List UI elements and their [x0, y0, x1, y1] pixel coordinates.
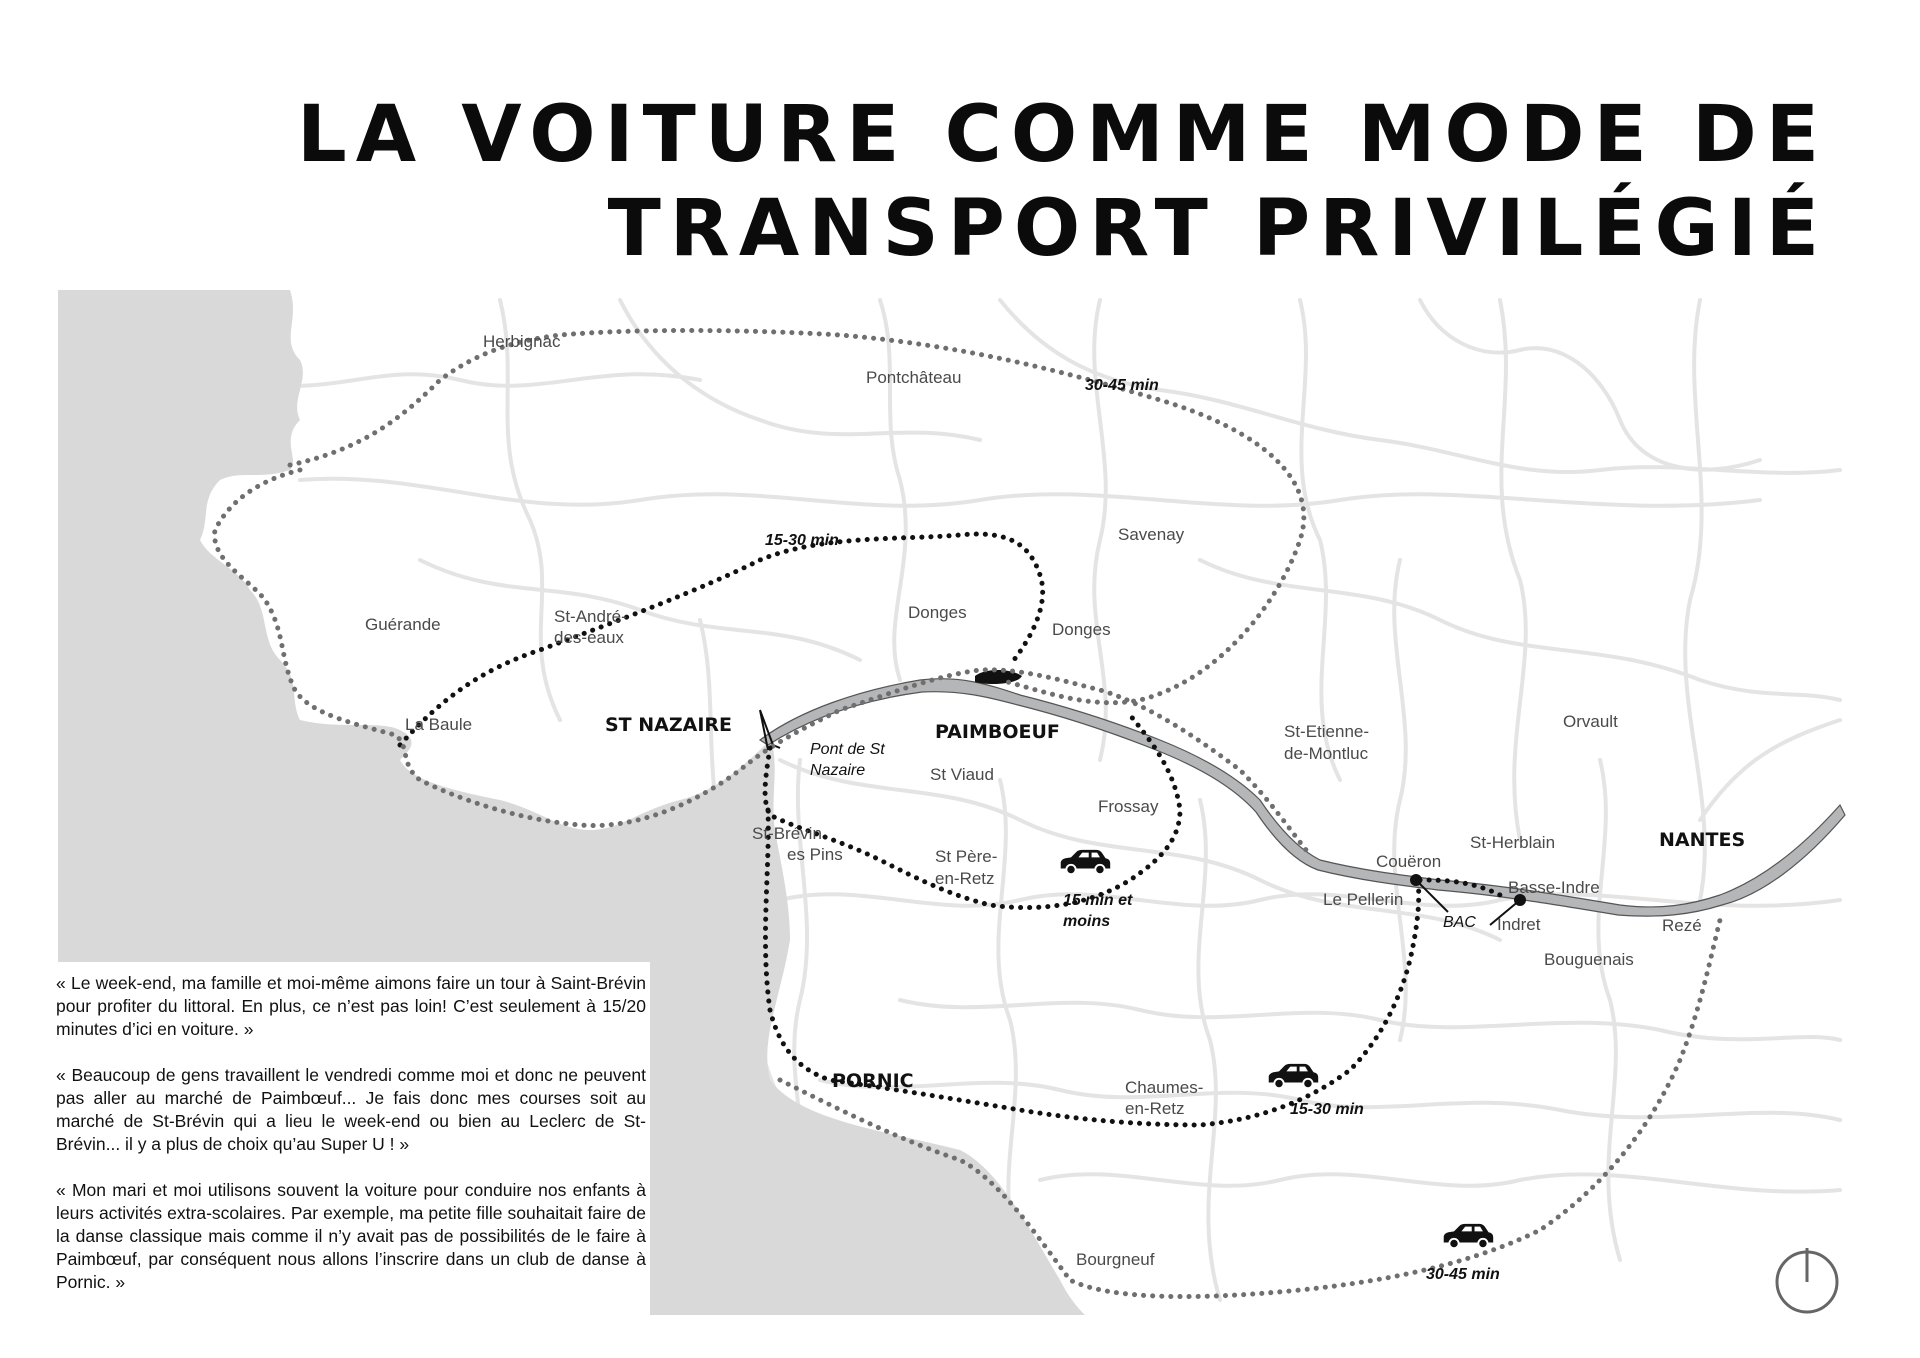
place-st-nazaire: ST NAZAIRE [605, 714, 733, 736]
place-st-etienne: St-Etienne- [1284, 722, 1370, 741]
place-donges: Donges [1052, 620, 1111, 639]
place-st-andre: St-André- [554, 607, 627, 626]
place-savenay: Savenay [1118, 525, 1185, 544]
place-st-brevin: es Pins [787, 845, 843, 864]
car-icon [1061, 850, 1110, 874]
place-chaumes: Chaumes- [1125, 1078, 1204, 1097]
place-guerande: Guérande [365, 615, 441, 634]
place-le-pellerin: Le Pellerin [1323, 890, 1404, 909]
car-icon [1444, 1224, 1493, 1248]
place-st-pere: St Père- [935, 847, 998, 866]
place-basse-indre: Basse-Indre [1508, 878, 1600, 897]
place-indret: Indret [1497, 915, 1541, 934]
place-bourgneuf: Bourgneuf [1076, 1250, 1155, 1269]
place-chaumes: en-Retz [1125, 1099, 1185, 1118]
place-st-viaud: St Viaud [930, 765, 994, 784]
place-herbignac: Herbignac [483, 332, 561, 351]
north-arrow-icon [1777, 1248, 1837, 1312]
time-label-outer-north: 30-45 min [1085, 377, 1159, 394]
time-label-inner-north: 15-30 min [765, 532, 839, 549]
place-st-brevin: St-Brévin [752, 824, 822, 843]
place-donges: Donges [908, 603, 967, 622]
place-st-andre: des-eaux [554, 628, 624, 647]
time-label-south-mid: 15-30 min [1290, 1101, 1364, 1118]
label-bac: BAC [1443, 914, 1476, 931]
place-orvault: Orvault [1563, 712, 1618, 731]
place-reze: Rezé [1662, 916, 1702, 935]
label-pont-st-nazaire: Pont de St [810, 741, 885, 758]
quote-paragraph: « Beaucoup de gens travaillent le vendredi comme moi et donc ne peuvent pas aller au marché de Paimbœuf... Je fais donc mes courses soit au marché de St-Brévin qui a lieu le week-end ou bien au Leclerc de St-Brévin... il y a plus de choix qu’au Super U ! » [56, 1065, 646, 1154]
place-paimboeuf: PAIMBOEUF [935, 721, 1060, 743]
place-pontchateau: Pontchâteau [866, 368, 962, 387]
quotes [56, 972, 646, 1317]
place-st-pere: en-Retz [935, 869, 995, 888]
car-icon [1269, 1064, 1318, 1088]
quote-paragraph: « Mon mari et moi utilisons souvent la voiture pour conduire nos enfants à leurs activités extra-scolaires. Par exemple, ma petite fille souhaitait faire de la danse classique mais comme il n’y avait pas de possibilités de le faire à Paimbœuf, par conséquent nous allons l’inscrire dans un club de danse à Pornic. » [56, 1180, 646, 1292]
time-label-south-near: moins [1063, 913, 1111, 930]
quote-paragraph: « Le week-end, ma famille et moi-même aimons faire un tour à Saint-Brévin pour profiter du littoral. En plus, ce n’est pas loin! C’est seulement à 15/20 minutes d’ici en voiture. » [56, 973, 646, 1039]
page-title-line-2: TRANSPORT PRIVILÉGIÉ [607, 184, 1828, 274]
place-st-etienne: de-Montluc [1284, 744, 1369, 763]
place-frossay: Frossay [1098, 797, 1159, 816]
time-label-south-far: 30-45 min [1426, 1266, 1500, 1283]
place-la-baule: La Baule [405, 715, 473, 734]
place-bouguenais: Bouguenais [1544, 950, 1634, 969]
place-nantes: NANTES [1659, 829, 1746, 851]
page-title-line-1: LA VOITURE COMME MODE DE [297, 90, 1828, 180]
place-st-herblain: St-Herblain [1470, 833, 1556, 852]
place-coueron: Couëron [1376, 852, 1442, 871]
label-pont-st-nazaire: Nazaire [810, 762, 866, 779]
place-pornic: PORNIC [832, 1070, 914, 1092]
time-label-south-near: 15 min et [1063, 892, 1133, 909]
